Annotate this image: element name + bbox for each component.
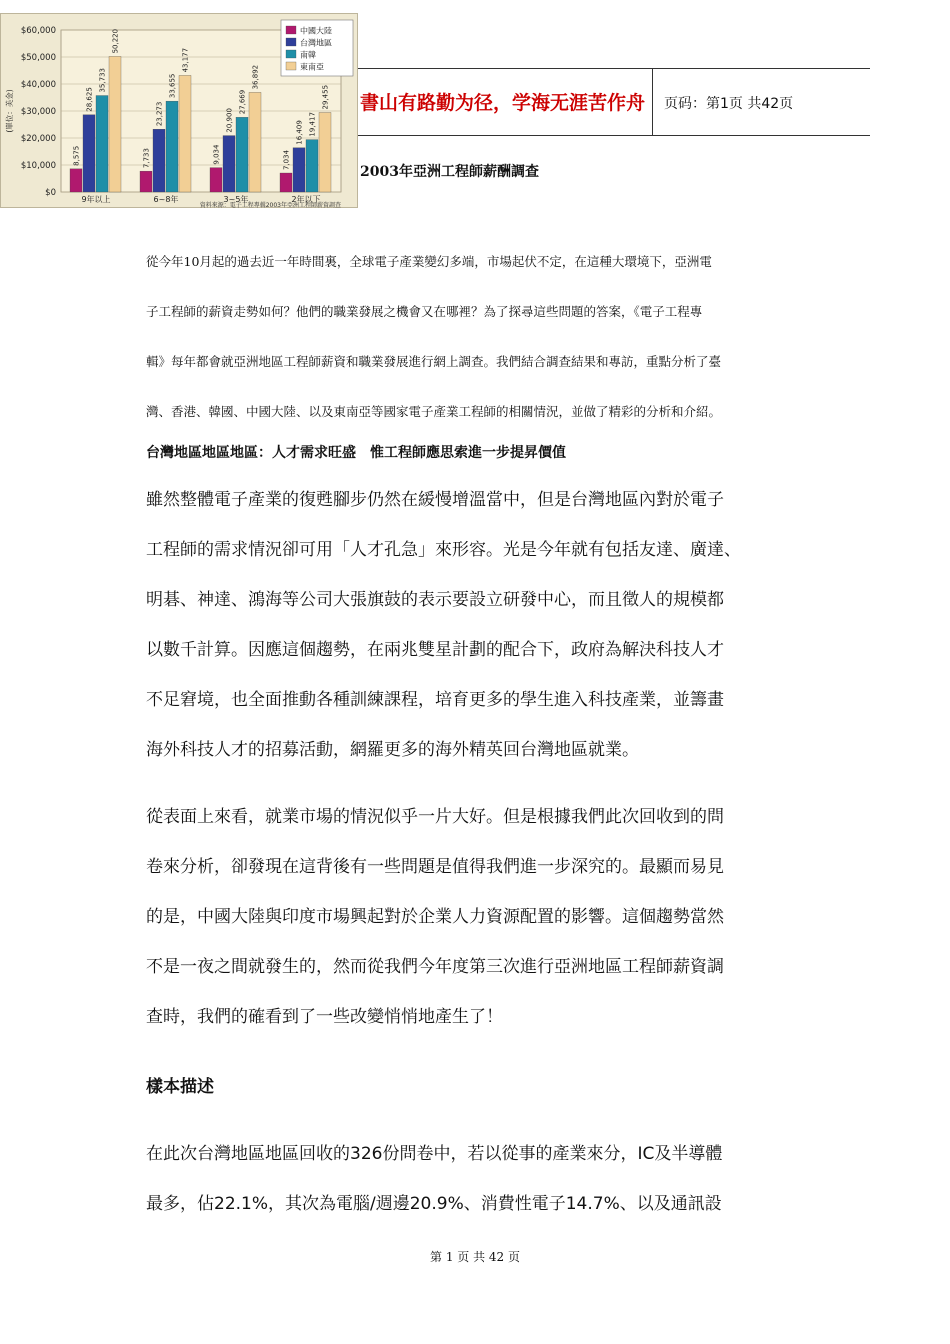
legend-label: 台灣地區	[300, 38, 332, 48]
bar	[223, 136, 235, 192]
body-line: 不是一夜之間就發生的，然而從我們今年度第三次進行亞洲地區工程師薪資調	[146, 957, 724, 977]
salary-bar-chart	[0, 13, 358, 208]
bar	[280, 173, 292, 192]
bar	[249, 92, 261, 192]
body-line: 海外科技人才的招募活動，網羅更多的海外精英回台灣地區就業。	[146, 740, 639, 760]
body-line: 雖然整體電子產業的復甦腳步仍然在緩慢增溫當中，但是台灣地區內對於電子	[146, 490, 724, 510]
legend-label: 南韓	[300, 50, 316, 60]
x-category-label: 2年以下	[291, 195, 321, 204]
page-footer: 第 1 页 共 42 页	[430, 1250, 520, 1264]
bar	[319, 112, 331, 192]
bar	[236, 117, 248, 192]
y-tick-label: $20,000	[20, 134, 56, 144]
intro-line: 輯》每年都會就亞洲地區工程師薪資和職業發展進行網上調查。我們結合調查結果和專訪，重點分析了臺	[146, 354, 722, 369]
y-tick-label: $50,000	[20, 53, 56, 63]
bar-data-label: 43,177	[181, 47, 190, 73]
body-line: 工程師的需求情況卻可用「人才孔急」來形容。光是今年就有包括友達、廣達、	[146, 540, 741, 560]
y-tick-label: $40,000	[20, 80, 56, 90]
bar	[306, 140, 318, 192]
bar-data-label: 9,034	[212, 144, 221, 165]
intro-line: 灣、香港、韓國、中國大陸、以及東南亞等國家電子產業工程師的相關情況，並做了精彩的分析和介紹。	[146, 404, 722, 419]
x-category-label: 6~8年	[153, 195, 179, 204]
bar	[109, 56, 121, 192]
body-line: 在此次台灣地區地區回收的326份問卷中，若以從事的產業來分，IC及半導體	[146, 1144, 723, 1164]
y-tick-label: $10,000	[20, 161, 56, 171]
legend-swatch	[286, 62, 296, 70]
bar-data-label: 7,733	[142, 148, 151, 169]
bar	[140, 171, 152, 192]
bar	[96, 96, 108, 192]
intro-line: 從今年10月起的過去近一年時間裏，全球電子產業變幻多端，市場起伏不定，在這種大環境下，亞洲電	[146, 254, 712, 269]
legend-label: 東南亞	[300, 62, 324, 72]
bar-data-label: 8,575	[72, 145, 81, 166]
bar-data-label: 19,417	[308, 112, 317, 137]
header-separator	[652, 68, 653, 135]
y-tick-label: $0	[45, 188, 56, 198]
header-page-info: 页码：第1页 共42页	[664, 96, 794, 112]
y-tick-label: $30,000	[20, 107, 56, 117]
bar-data-label: 29,455	[321, 84, 330, 110]
bar	[293, 148, 305, 192]
bar	[70, 169, 82, 192]
chart-canvas	[1, 14, 359, 209]
y-tick-label: $60,000	[20, 26, 56, 36]
x-category-label: 3~5年	[223, 195, 249, 204]
body-line: 查時，我們的確看到了一些改變悄悄地產生了！	[146, 1007, 503, 1027]
bar-data-label: 35,733	[98, 68, 107, 93]
bar-data-label: 28,625	[85, 87, 94, 112]
legend-swatch	[286, 38, 296, 46]
bar-data-label: 23,273	[155, 101, 164, 127]
body-line: 卷來分析，卻發現在這背後有一些問題是值得我們進一步深究的。最顯而易見	[146, 857, 724, 877]
bar-data-label: 20,900	[225, 108, 234, 133]
body-line: 明碁、神達、鴻海等公司大張旗鼓的表示要設立研發中心，而且徵人的規模都	[146, 590, 724, 610]
legend-label: 中國大陸	[300, 26, 332, 36]
body-line: 以數千計算。因應這個趨勢，在兩兆雙星計劃的配合下，政府為解決科技人才	[146, 640, 724, 660]
x-category-label: 9年以上	[81, 195, 111, 204]
bar-data-label: 36,892	[251, 64, 260, 90]
body-line: 最多，佔22.1%，其次為電腦/週邊20.9%、消費性電子14.7%、以及通訊設	[146, 1194, 722, 1214]
bar-data-label: 33,655	[168, 73, 177, 99]
header-motto: 書山有路勤为径，学海无涯苦作舟	[359, 92, 645, 114]
bar-data-label: 50,220	[111, 28, 120, 54]
body-line: 從表面上來看，就業市場的情況似乎一片大好。但是根據我們此次回收到的問	[146, 807, 724, 827]
section-heading-taiwan: 台灣地區地區地區：人才需求旺盛 惟工程師應思索進一步提昇價值	[146, 445, 566, 461]
body-line: 不足窘境，也全面推動各種訓練課程，培育更多的學生進入科技產業，並籌畫	[146, 690, 724, 710]
bar	[153, 129, 165, 192]
chart-source: 資料來源：電子工程專輯2003年亞洲工程師薪資調查	[199, 202, 341, 209]
section-heading-sample: 樣本描述	[146, 1077, 214, 1097]
bar-data-label: 27,669	[238, 89, 247, 115]
y-axis-label: (單位：美金)	[5, 89, 14, 133]
document-title: 2003年亞洲工程師薪酬調查	[360, 164, 539, 180]
bar-data-label: 16,409	[295, 120, 304, 145]
bar	[83, 115, 95, 192]
bar	[210, 168, 222, 192]
body-line: 的是，中國大陸與印度市場興起對於企業人力資源配置的影響。這個趨勢當然	[146, 907, 724, 927]
bar	[166, 101, 178, 192]
legend-swatch	[286, 26, 296, 34]
legend-swatch	[286, 50, 296, 58]
bar	[179, 75, 191, 192]
bar-data-label: 7,034	[282, 149, 291, 171]
intro-line: 子工程師的薪資走勢如何？他們的職業發展之機會又在哪裡？為了探尋這些問題的答案，《電子工程專	[146, 304, 703, 319]
